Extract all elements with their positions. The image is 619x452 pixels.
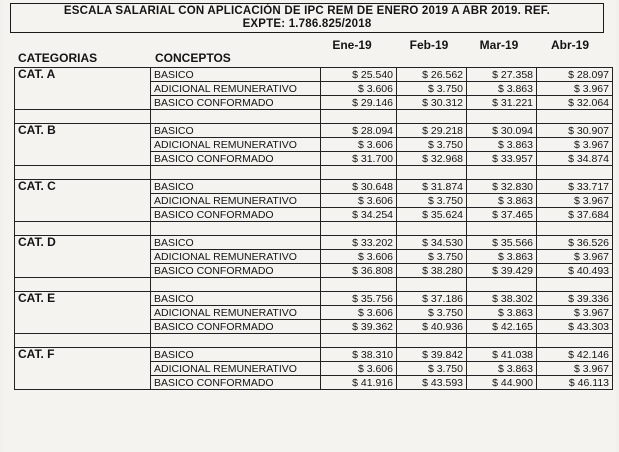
salary-value: $ 25.540 [321, 68, 397, 82]
salary-value: $ 40.493 [537, 264, 613, 278]
salary-value: $ 3.606 [321, 82, 397, 96]
salary-value: $ 3.967 [537, 306, 613, 320]
concept-label: BASICO [151, 236, 321, 250]
empty-cell [537, 278, 613, 292]
concept-label: ADICIONAL REMUNERATIVO [151, 82, 321, 96]
salary-value: $ 37.684 [537, 208, 613, 222]
salary-value: $ 3.967 [537, 82, 613, 96]
concept-label: ADICIONAL REMUNERATIVO [151, 250, 321, 264]
salary-value: $ 28.094 [321, 124, 397, 138]
salary-value: $ 3.750 [397, 138, 467, 152]
concept-label: ADICIONAL REMUNERATIVO [151, 362, 321, 376]
salary-value: $ 32.968 [397, 152, 467, 166]
salary-value: $ 39.362 [321, 320, 397, 334]
category-name: CAT. B [15, 124, 151, 166]
salary-value: $ 35.624 [397, 208, 467, 222]
empty-cell [467, 278, 537, 292]
empty-cell [15, 166, 151, 180]
salary-value: $ 43.303 [537, 320, 613, 334]
spacer-row [15, 334, 613, 348]
salary-value: $ 29.146 [321, 96, 397, 110]
salary-value: $ 33.202 [321, 236, 397, 250]
salary-value: $ 3.606 [321, 306, 397, 320]
header-categorias: CATEGORIAS [18, 51, 98, 65]
salary-value: $ 35.566 [467, 236, 537, 250]
empty-cell [151, 110, 321, 124]
salary-value: $ 3.750 [397, 82, 467, 96]
empty-cell [321, 334, 397, 348]
category-name: CAT. F [15, 348, 151, 390]
salary-value: $ 26.562 [397, 68, 467, 82]
salary-value: $ 34.254 [321, 208, 397, 222]
table-row [15, 180, 613, 194]
document-page [2, 0, 616, 452]
month-header-1: Ene-19 [332, 38, 372, 52]
empty-cell [467, 166, 537, 180]
salary-value: $ 34.874 [537, 152, 613, 166]
salary-value: $ 30.094 [467, 124, 537, 138]
concept-label: BASICO [151, 68, 321, 82]
salary-value: $ 3.750 [397, 194, 467, 208]
salary-value: $ 3.967 [537, 362, 613, 376]
salary-value: $ 3.967 [537, 194, 613, 208]
concept-label: BASICO CONFORMADO [151, 376, 321, 390]
salary-value: $ 3.863 [467, 306, 537, 320]
empty-cell [321, 166, 397, 180]
empty-cell [151, 334, 321, 348]
salary-value: $ 3.606 [321, 250, 397, 264]
salary-value: $ 39.842 [397, 348, 467, 362]
spacer-row [15, 110, 613, 124]
empty-cell [151, 278, 321, 292]
salary-value: $ 32.064 [537, 96, 613, 110]
table-row [15, 348, 613, 362]
header-conceptos: CONCEPTOS [155, 51, 231, 65]
salary-value: $ 38.280 [397, 264, 467, 278]
empty-cell [15, 110, 151, 124]
empty-cell [151, 166, 321, 180]
empty-cell [15, 278, 151, 292]
salary-value: $ 30.312 [397, 96, 467, 110]
table-row [15, 236, 613, 250]
concept-label: BASICO CONFORMADO [151, 320, 321, 334]
empty-cell [397, 334, 467, 348]
salary-value: $ 35.756 [321, 292, 397, 306]
salary-value: $ 3.750 [397, 306, 467, 320]
document-title [10, 3, 604, 33]
empty-cell [15, 222, 151, 236]
concept-label: ADICIONAL REMUNERATIVO [151, 138, 321, 152]
title-line-1: ESCALA SALARIAL CON APLICACIÓN DE IPC REM DE ENERO 2019 A ABR 2019. REF. [63, 5, 551, 17]
salary-value: $ 37.186 [397, 292, 467, 306]
salary-value: $ 3.606 [321, 138, 397, 152]
salary-value: $ 3.606 [321, 362, 397, 376]
concept-label: BASICO [151, 180, 321, 194]
salary-value: $ 44.900 [467, 376, 537, 390]
concept-label: BASICO CONFORMADO [151, 208, 321, 222]
salary-value: $ 36.526 [537, 236, 613, 250]
category-name: CAT. A [15, 68, 151, 110]
title-line-2: EXPTE: 1.786.825/2018 [242, 18, 372, 30]
table-row [15, 124, 613, 138]
category-name: CAT. C [15, 180, 151, 222]
month-header-4: Abr-19 [550, 38, 589, 52]
category-name: CAT. D [15, 236, 151, 278]
category-name: CAT. E [15, 292, 151, 334]
salary-value: $ 29.218 [397, 124, 467, 138]
empty-cell [397, 110, 467, 124]
spacer-row [15, 222, 613, 236]
empty-cell [537, 222, 613, 236]
salary-value: $ 31.874 [397, 180, 467, 194]
salary-value: $ 40.936 [397, 320, 467, 334]
salary-value: $ 28.097 [537, 68, 613, 82]
salary-value: $ 3.750 [397, 250, 467, 264]
salary-value: $ 30.648 [321, 180, 397, 194]
salary-value: $ 3.863 [467, 82, 537, 96]
salary-value: $ 34.530 [397, 236, 467, 250]
salary-value: $ 37.465 [467, 208, 537, 222]
salary-value: $ 3.863 [467, 362, 537, 376]
salary-value: $ 3.750 [397, 362, 467, 376]
month-header-3: Mar-19 [479, 38, 519, 52]
salary-value: $ 43.593 [397, 376, 467, 390]
salary-value: $ 3.967 [537, 250, 613, 264]
empty-cell [321, 110, 397, 124]
table-row [15, 292, 613, 306]
empty-cell [537, 334, 613, 348]
salary-value: $ 46.113 [537, 376, 613, 390]
empty-cell [397, 278, 467, 292]
salary-table [14, 67, 613, 390]
empty-cell [467, 334, 537, 348]
concept-label: ADICIONAL REMUNERATIVO [151, 194, 321, 208]
concept-label: BASICO [151, 124, 321, 138]
empty-cell [397, 222, 467, 236]
empty-cell [151, 222, 321, 236]
salary-value: $ 36.808 [321, 264, 397, 278]
empty-cell [537, 166, 613, 180]
salary-value: $ 3.863 [467, 138, 537, 152]
salary-value: $ 3.863 [467, 250, 537, 264]
spacer-row [15, 166, 613, 180]
table-row [15, 68, 613, 82]
empty-cell [15, 334, 151, 348]
salary-value: $ 31.700 [321, 152, 397, 166]
salary-value: $ 27.358 [467, 68, 537, 82]
salary-value: $ 3.967 [537, 138, 613, 152]
concept-label: BASICO [151, 348, 321, 362]
concept-label: BASICO [151, 292, 321, 306]
concept-label: BASICO CONFORMADO [151, 96, 321, 110]
empty-cell [467, 222, 537, 236]
salary-value: $ 38.302 [467, 292, 537, 306]
concept-label: BASICO CONFORMADO [151, 264, 321, 278]
empty-cell [467, 110, 537, 124]
concept-label: BASICO CONFORMADO [151, 152, 321, 166]
salary-value: $ 41.038 [467, 348, 537, 362]
salary-value: $ 33.957 [467, 152, 537, 166]
salary-value: $ 3.863 [467, 194, 537, 208]
salary-value: $ 39.429 [467, 264, 537, 278]
month-header-2: Feb-19 [409, 38, 449, 52]
salary-value: $ 39.336 [537, 292, 613, 306]
salary-value: $ 32.830 [467, 180, 537, 194]
salary-value: $ 42.165 [467, 320, 537, 334]
salary-value: $ 38.310 [321, 348, 397, 362]
empty-cell [321, 222, 397, 236]
salary-value: $ 30.907 [537, 124, 613, 138]
salary-value: $ 3.606 [321, 194, 397, 208]
salary-value: $ 42.146 [537, 348, 613, 362]
salary-value: $ 41.916 [321, 376, 397, 390]
salary-value: $ 31.221 [467, 96, 537, 110]
spacer-row [15, 278, 613, 292]
empty-cell [537, 110, 613, 124]
concept-label: ADICIONAL REMUNERATIVO [151, 306, 321, 320]
empty-cell [397, 166, 467, 180]
empty-cell [321, 278, 397, 292]
salary-value: $ 33.717 [537, 180, 613, 194]
